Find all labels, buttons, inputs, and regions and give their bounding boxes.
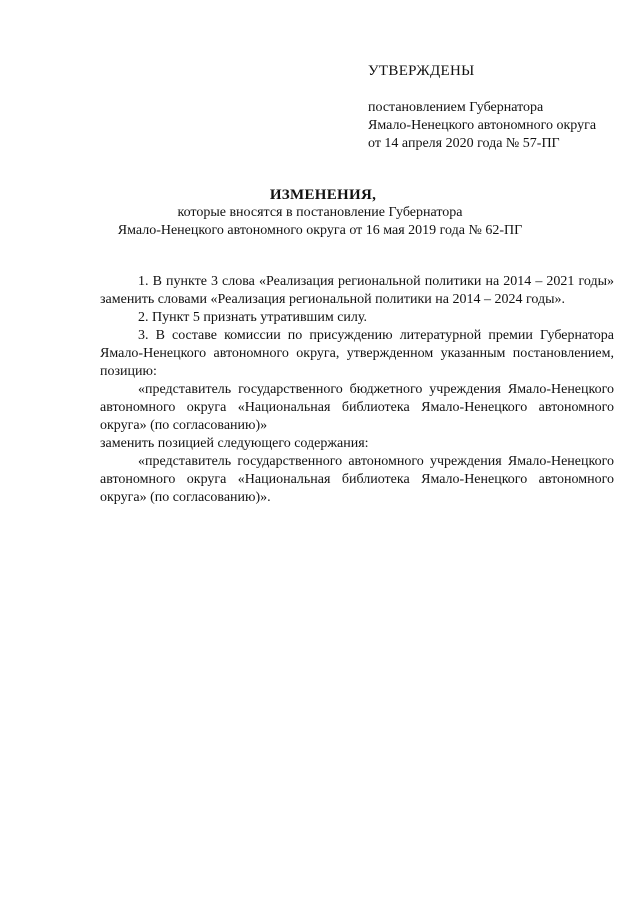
item-3: 3. В составе комиссии по присуждению литературной премии Губернатора Ямало-Ненецкого автономного округа, утвержденном указанным постановлением, позицию: <box>100 328 614 379</box>
title-heading: ИЗМЕНЕНИЯ, <box>269 187 377 203</box>
approval-line-3: от 14 апреля 2020 года № 57-ПГ <box>368 136 560 151</box>
document-body <box>100 273 614 507</box>
approval-line-1: постановлением Губернатора <box>368 100 544 115</box>
document-title <box>0 186 640 240</box>
quote-new-position: «представитель государственного автономного учреждения Ямало-Ненецкого автономного округа «Национальная библиотека Ямало-Ненецкого автономного округа» (по согласованию)». <box>100 454 614 505</box>
title-line-1: которые вносятся в постановление Губернатора <box>177 205 463 220</box>
item-1: 1. В пункте 3 слова «Реализация региональной политики на 2014 – 2021 годы» заменить словами «Реализация региональной политики на 2014 – 2024 годы». <box>100 274 614 307</box>
quote-old-position: «представитель государственного бюджетного учреждения Ямало-Ненецкого автономного округа «Национальная библиотека Ямало-Ненецкого автономного округа» (по согласованию)» <box>100 382 614 433</box>
approval-block <box>368 62 628 153</box>
replace-instruction: заменить позицией следующего содержания: <box>100 436 369 451</box>
title-line-2: Ямало-Ненецкого автономного округа от 16 мая 2019 года № 62-ПГ <box>117 223 523 238</box>
approval-line-2: Ямало-Ненецкого автономного округа <box>368 118 597 133</box>
item-2: 2. Пункт 5 признать утратившим силу. <box>138 310 367 325</box>
approval-stamp: УТВЕРЖДЕНЫ <box>368 63 475 79</box>
